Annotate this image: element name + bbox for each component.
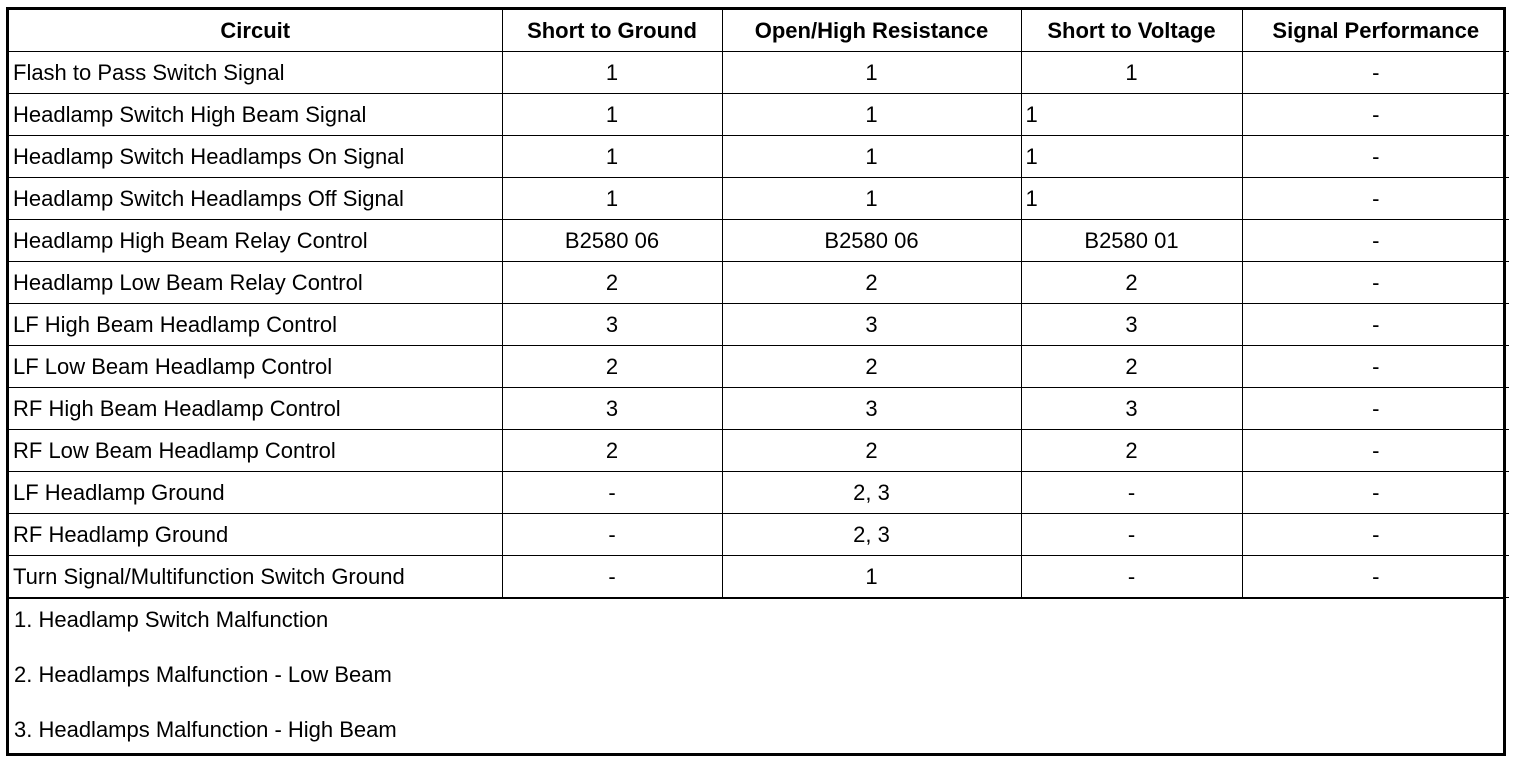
short-to-voltage-cell: - [1021,556,1242,598]
short-to-ground-cell: - [502,472,722,514]
circuit-name: Headlamp Switch Headlamps Off Signal [9,178,502,220]
table-row [9,346,1509,388]
signal-performance-cell: - [1242,388,1509,430]
header-short-to-voltage: Short to Voltage [1021,10,1242,52]
table-row [9,52,1509,94]
table-row [9,430,1509,472]
short-to-ground-cell: 3 [502,388,722,430]
signal-performance-cell: - [1242,430,1509,472]
open-high-resistance-cell: 3 [722,388,1021,430]
open-high-resistance-cell: 1 [722,136,1021,178]
short-to-ground-cell: 1 [502,52,722,94]
signal-performance-cell: - [1242,472,1509,514]
short-to-ground-cell: 1 [502,94,722,136]
table-row [9,178,1509,220]
signal-performance-cell: - [1242,220,1509,262]
header-circuit: Circuit [9,10,502,52]
table-row [9,304,1509,346]
circuit-name: Turn Signal/Multifunction Switch Ground [9,556,502,598]
open-high-resistance-cell: 2 [722,262,1021,304]
table-row [9,220,1509,262]
short-to-voltage-cell: - [1021,514,1242,556]
circuit-name: Headlamp High Beam Relay Control [9,220,502,262]
header-signal-performance: Signal Performance [1242,10,1509,52]
short-to-ground-cell: 2 [502,346,722,388]
short-to-voltage-cell: 3 [1021,388,1242,430]
circuit-name: RF High Beam Headlamp Control [9,388,502,430]
signal-performance-cell: - [1242,178,1509,220]
short-to-ground-cell: 3 [502,304,722,346]
short-to-voltage-cell: 1 [1021,136,1242,178]
open-high-resistance-cell: 2 [722,430,1021,472]
short-to-voltage-cell: 1 [1021,94,1242,136]
short-to-voltage-cell: 2 [1021,346,1242,388]
table-row [9,514,1509,556]
short-to-voltage-cell: 2 [1021,262,1242,304]
circuit-fault-table [9,10,1509,598]
circuit-name: LF High Beam Headlamp Control [9,304,502,346]
table-row [9,388,1509,430]
short-to-voltage-cell: 1 [1021,178,1242,220]
open-high-resistance-cell: 1 [722,52,1021,94]
circuit-name: LF Low Beam Headlamp Control [9,346,502,388]
signal-performance-cell: - [1242,136,1509,178]
short-to-ground-cell: 2 [502,430,722,472]
short-to-voltage-cell: B2580 01 [1021,220,1242,262]
open-high-resistance-cell: B2580 06 [722,220,1021,262]
short-to-voltage-cell: - [1021,472,1242,514]
short-to-ground-cell: 2 [502,262,722,304]
signal-performance-cell: - [1242,262,1509,304]
short-to-ground-cell: 1 [502,178,722,220]
header-short-to-ground: Short to Ground [502,10,722,52]
circuit-name: LF Headlamp Ground [9,472,502,514]
table-row [9,556,1509,598]
circuit-name: RF Low Beam Headlamp Control [9,430,502,472]
circuit-name: Headlamp Switch High Beam Signal [9,94,502,136]
footnote: 2. Headlamps Malfunction - Low Beam [14,662,392,687]
signal-performance-cell: - [1242,52,1509,94]
header-open-high-resistance: Open/High Resistance [722,10,1021,52]
short-to-ground-cell: 1 [502,136,722,178]
header-row [9,10,1509,52]
signal-performance-cell: - [1242,346,1509,388]
footnotes [9,598,1503,753]
open-high-resistance-cell: 2 [722,346,1021,388]
signal-performance-cell: - [1242,304,1509,346]
circuit-name: Headlamp Switch Headlamps On Signal [9,136,502,178]
circuit-name: RF Headlamp Ground [9,514,502,556]
short-to-voltage-cell: 3 [1021,304,1242,346]
open-high-resistance-cell: 2, 3 [722,514,1021,556]
signal-performance-cell: - [1242,94,1509,136]
signal-performance-cell: - [1242,514,1509,556]
open-high-resistance-cell: 2, 3 [722,472,1021,514]
table-row [9,262,1509,304]
circuit-name: Headlamp Low Beam Relay Control [9,262,502,304]
short-to-ground-cell: - [502,514,722,556]
short-to-ground-cell: - [502,556,722,598]
circuit-name: Flash to Pass Switch Signal [9,52,502,94]
footnote: 3. Headlamps Malfunction - High Beam [14,717,397,742]
open-high-resistance-cell: 1 [722,94,1021,136]
diagnostic-table-sheet [6,7,1506,756]
signal-performance-cell: - [1242,556,1509,598]
short-to-voltage-cell: 1 [1021,52,1242,94]
footnote: 1. Headlamp Switch Malfunction [14,607,329,632]
table-row [9,136,1509,178]
table-row [9,94,1509,136]
open-high-resistance-cell: 1 [722,178,1021,220]
open-high-resistance-cell: 1 [722,556,1021,598]
table-row [9,472,1509,514]
open-high-resistance-cell: 3 [722,304,1021,346]
short-to-voltage-cell: 2 [1021,430,1242,472]
short-to-ground-cell: B2580 06 [502,220,722,262]
